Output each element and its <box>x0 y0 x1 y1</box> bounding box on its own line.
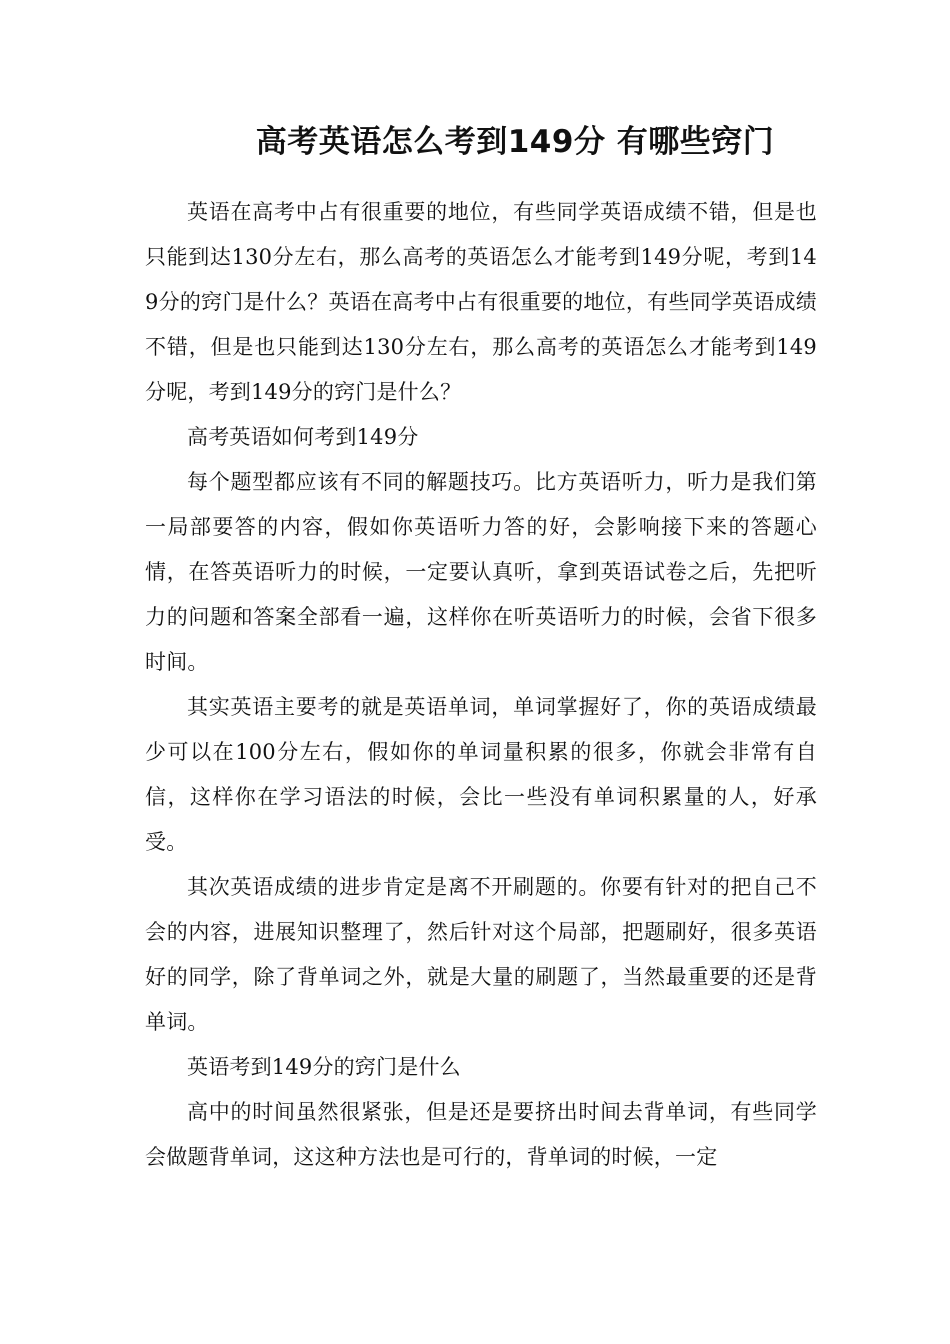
paragraph-intro: 英语在高考中占有很重要的地位，有些同学英语成绩不错，但是也只能到达130分左右，那么高考的英语怎么才能考到149分呢，考到149分的窍门是什么？英语在高考中占有很重要的地位，有些同学英语成绩不错，但是也只能到达130分左右，那么高考的英语怎么才能考到149分呢，考到149分的窍门是什么？ <box>145 200 817 404</box>
section-heading-tips: 英语考到149分的窍门是什么 <box>187 1055 461 1079</box>
paragraph-listening: 每个题型都应该有不同的解题技巧。比方英语听力，听力是我们第一局部要答的内容，假如你英语听力答的好，会影响接下来的答题心情，在答英语听力的时候，一定要认真听，拿到英语试卷之后，先把听力的问题和答案全部看一遍，这样你在听英语听力的时候，会省下很多时间。 <box>145 470 817 674</box>
section-heading-how-to: 高考英语如何考到149分 <box>187 425 419 449</box>
document-title: 高考英语怎么考到149分 有哪些窍门 <box>255 124 775 160</box>
paragraph-vocabulary: 其实英语主要考的就是英语单词，单词掌握好了，你的英语成绩最少可以在100分左右，假如你的单词量积累的很多，你就会非常有自信，这样你在学习语法的时候，会比一些没有单词积累量的人，好承受。 <box>145 695 817 854</box>
paragraph-practice: 其次英语成绩的进步肯定是离不开刷题的。你要有针对的把自己不会的内容，进展知识整理了，然后针对这个局部，把题刷好，很多英语好的同学，除了背单词之外，就是大量的刷题了，当然最重要的还是背单词。 <box>145 875 817 1034</box>
document-body <box>145 190 817 1180</box>
paragraph-time: 高中的时间虽然很紧张，但是还是要挤出时间去背单词，有些同学会做题背单词，这这种方法也是可行的，背单词的时候，一定 <box>145 1100 817 1169</box>
